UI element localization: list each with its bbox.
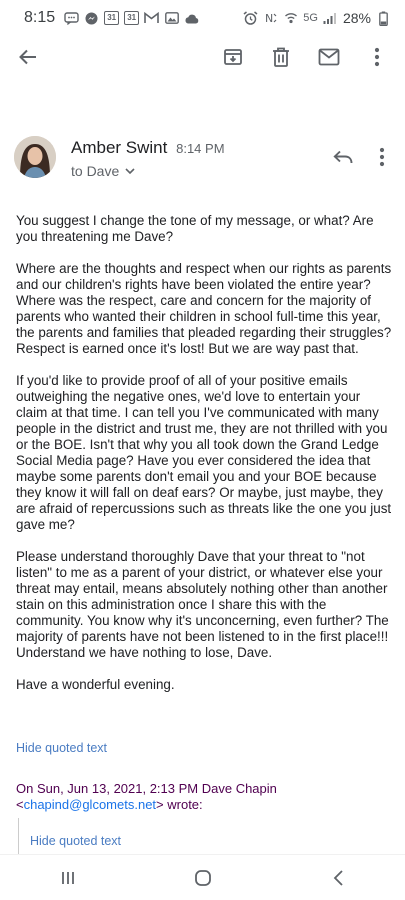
signal-icon xyxy=(323,12,338,25)
toolbar-actions xyxy=(215,39,395,75)
message-body xyxy=(16,213,394,709)
message-header xyxy=(0,130,405,190)
status-bar xyxy=(0,0,405,36)
recipient-label: to Dave xyxy=(71,163,120,179)
body-paragraph: Please understand thoroughly Dave that your threat to "not listen" to me as a parent of your district, or whatever else your threat may entail, means absolutely nothing other than another stain on this administration once I share this with the community. You know why it's unconcerning, even further? The majority of parents have not been listened to in the first place!!! Understand we have nothing to lose, Dave. xyxy=(16,549,389,660)
gallery-icon xyxy=(164,12,179,25)
status-left xyxy=(24,9,199,27)
svg-text:N: N xyxy=(264,12,274,25)
quote-wrote: wrote: xyxy=(167,797,203,812)
message-more-button[interactable] xyxy=(372,144,392,170)
delete-button[interactable] xyxy=(263,39,299,75)
system-nav-bar xyxy=(0,854,405,900)
home-icon xyxy=(194,869,212,887)
message-time: 8:14 PM xyxy=(176,141,225,156)
mail-icon xyxy=(318,48,340,66)
hide-quoted-text-link-2[interactable]: Hide quoted text xyxy=(30,834,122,848)
back-chevron-icon xyxy=(332,869,344,887)
status-time: 8:15 xyxy=(24,9,56,26)
network-type: 5G xyxy=(303,12,318,24)
home-button[interactable] xyxy=(181,858,225,898)
reply-button[interactable] xyxy=(330,144,356,170)
nfc-icon xyxy=(263,12,278,25)
hide-quoted-text-link[interactable]: Hide quoted text xyxy=(16,741,108,755)
wifi-calling-icon xyxy=(283,12,298,25)
top-app-bar xyxy=(0,36,405,78)
cloud-icon xyxy=(184,12,199,25)
sender-name: Amber Swint xyxy=(71,138,168,157)
reply-icon xyxy=(333,150,353,164)
mark-unread-button[interactable] xyxy=(311,39,347,75)
system-back-button[interactable] xyxy=(316,858,360,898)
sender-row xyxy=(71,138,225,158)
archive-button[interactable] xyxy=(215,39,251,75)
message-notification-icon xyxy=(64,12,79,25)
trash-icon xyxy=(272,47,290,67)
recent-apps-button[interactable] xyxy=(46,858,90,898)
more-vert-icon xyxy=(379,147,385,167)
recipient-details-toggle[interactable] xyxy=(71,163,135,179)
messenger-icon xyxy=(84,12,99,25)
quote-attribution-text: On Sun, Jun 13, 2021, 2:13 PM Dave Chapin xyxy=(16,781,277,796)
calendar-icon-2: 31 xyxy=(124,11,139,25)
quote-attribution: On Sun, Jun 13, 2021, 2:13 PM Dave Chapin <chapind@glcomets.net> wrote: xyxy=(16,781,277,812)
chevron-down-icon xyxy=(125,168,135,175)
back-button[interactable] xyxy=(10,39,46,75)
body-paragraph: Have a wonderful evening. xyxy=(16,677,175,692)
calendar-icon: 31 xyxy=(104,11,119,25)
gmail-icon xyxy=(144,12,159,25)
battery-charging-icon xyxy=(376,12,391,25)
avatar[interactable] xyxy=(14,136,56,178)
alarm-icon xyxy=(243,12,258,25)
battery-percent: 28% xyxy=(342,10,371,26)
more-vert-icon xyxy=(374,47,380,67)
archive-icon xyxy=(223,47,243,67)
quote-bar xyxy=(18,818,19,854)
status-right xyxy=(243,10,391,26)
recents-icon xyxy=(60,870,76,886)
arrow-left-icon xyxy=(18,47,38,67)
body-paragraph: If you'd like to provide proof of all of your positive emails outweighing the negative ones, we'd love to entertain your claim at that time. I can tell you I've communicated with many people in the district and trust me, they are not thrilled with you or the BOE. Isn't that why you all took down the Grand Ledge Social Media page? Have you ever considered the idea that maybe some parents don't email you and your BOE because they know it will fall on deaf ears? Or maybe, just maybe, they are afraid of repercussions such as threats like the one you just gave me? xyxy=(16,373,392,532)
body-paragraph: You suggest I change the tone of my message, or what? Are you threatening me Dave? xyxy=(16,213,374,244)
quote-email-link[interactable]: chapind@glcomets.net xyxy=(23,797,157,812)
more-options-button[interactable] xyxy=(359,39,395,75)
body-paragraph: Where are the thoughts and respect when our rights as parents and our children's rights have been violated the entire year? Where was the respect, care and concern for the majority of parents who wanted their children in school full-time this year, the parents and families that pleaded regarding their struggles? Respect is earned once it's lost! But we are way past that. xyxy=(16,261,392,356)
